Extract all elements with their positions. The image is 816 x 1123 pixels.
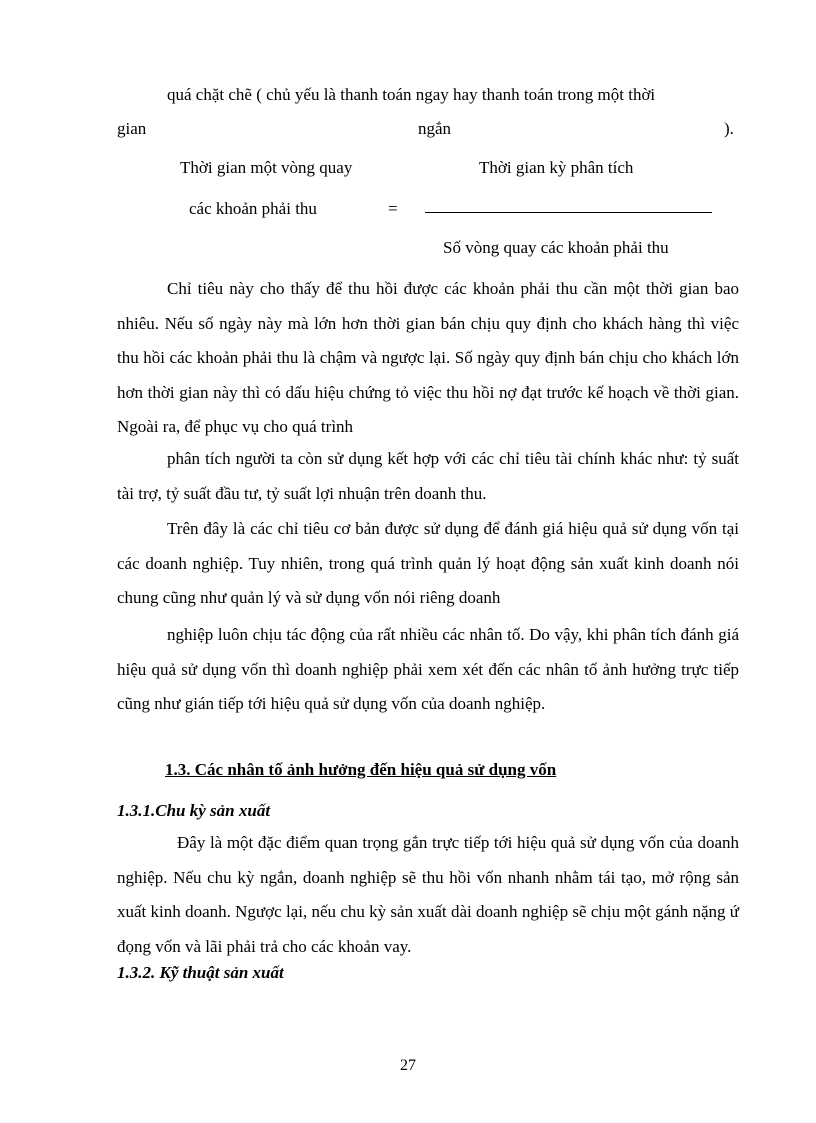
subsection-heading-1-3-1: 1.3.1.Chu kỳ sản xuất [117, 801, 271, 820]
paragraph-5: Đây là một đặc điểm quan trọng gắn trực tiếp tới hiệu quả sử dụng vốn của doanh nghiệp. Nếu chu kỳ ngắn, doanh nghiệp sẽ thu hồi vốn nhanh nhằm tái tạo, mở rộng sản xuất kinh doanh. Ngược lại, nếu chu kỳ sản xuất dài doanh nghiệp sẽ chịu một gánh nặng ứ đọng vốn và lãi phải trả cho các khoản vay. [117, 833, 739, 956]
formula-fraction-bar [425, 212, 712, 213]
intro-line-1: quá chặt chẽ ( chủ yếu là thanh toán ngay hay thanh toán trong một thời [167, 85, 656, 104]
paragraph-1: Chỉ tiêu này cho thấy để thu hồi được các khoản phải thu cần một thời gian bao nhiêu. Nếu số ngày này mà lớn hơn thời gian bán chịu quy định cho khách hàng thì việc thu hồi các khoản phải thu là chậm và ngược lại. Số ngày quy định bán chịu cho khách lớn hơn thời gian này thì có dấu hiệu chứng tỏ việc thu hồi nợ đạt trước kế hoạch về thời gian. Ngoài ra, để phục vụ cho quá trình [117, 279, 739, 437]
formula-lhs-line-1: Thời gian một vòng quay [180, 158, 353, 177]
paragraph-4: nghiệp luôn chịu tác động của rất nhiều các nhân tố. Do vậy, khi phân tích đánh giá hiệu quả sử dụng vốn thì doanh nghiệp phải xem xét đến các nhân tố ảnh hưởng trực tiếp cũng như gián tiếp tới hiệu quả sử dụng vốn của doanh nghiệp. [117, 625, 739, 714]
formula-numerator: Thời gian kỳ phân tích [479, 158, 634, 177]
intro-line-2-start: gian [117, 119, 147, 138]
formula-equals-sign: = [388, 199, 398, 218]
intro-line-2-middle: ngắn [418, 119, 452, 138]
paragraph-3: Trên đây là các chỉ tiêu cơ bản được sử dụng để đánh giá hiệu quả sử dụng vốn tại các doanh nghiệp. Tuy nhiên, trong quá trình quản lý hoạt động sản xuất kinh doanh nói chung cũng như quản lý và sử dụng vốn nói riêng doanh [117, 519, 739, 608]
section-heading-1-3: 1.3. Các nhân tố ảnh hưởng đến hiệu quả sử dụng vốn [165, 760, 557, 779]
formula-lhs-line-2: các khoản phải thu [189, 199, 317, 218]
subsection-heading-1-3-2: 1.3.2. Kỹ thuật sản xuất [117, 963, 284, 982]
page-number: 27 [400, 1057, 416, 1074]
intro-line-2-end: ). [724, 119, 734, 138]
formula-denominator: Số vòng quay các khoản phải thu [443, 238, 669, 257]
paragraph-2: phân tích người ta còn sử dụng kết hợp với các chỉ tiêu tài chính khác như: tỷ suất tài trợ, tỷ suất đầu tư, tỷ suất lợi nhuận trên doanh thu. [117, 449, 739, 503]
